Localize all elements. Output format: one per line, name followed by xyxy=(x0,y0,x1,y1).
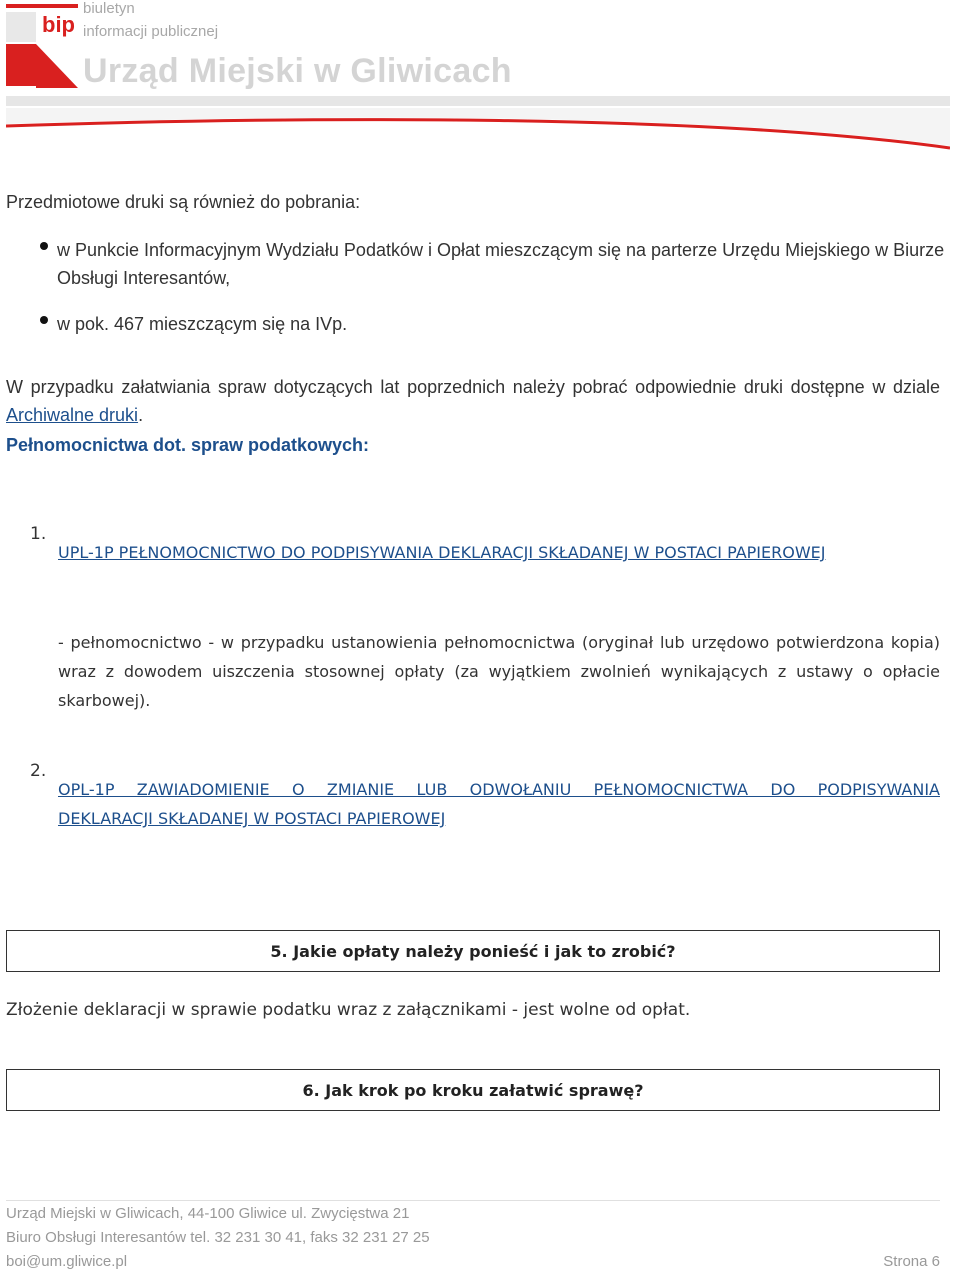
section-5-text: Złożenie deklaracji w sprawie podatku wraz z załącznikami - jest wolne od opłat. xyxy=(6,1000,691,1020)
list-item xyxy=(6,236,946,292)
list-item xyxy=(6,310,946,338)
prev-years-text: W przypadku załatwiania spraw dotyczących lat poprzednich należy pobrać odpowiednie druki dostępne w dziale xyxy=(6,377,940,397)
bip-line-biuletyn: biuletyn xyxy=(83,0,135,17)
page-title: Urząd Miejski w Gliwicach xyxy=(83,52,512,90)
powers-heading: Pełnomocnictwa dot. spraw podatkowych: xyxy=(6,435,370,455)
section-5-heading: 5. Jakie opłaty należy ponieść i jak to zrobić? xyxy=(6,930,940,972)
prev-years-paragraph xyxy=(6,373,940,429)
footer-divider xyxy=(6,1200,940,1201)
footer-address: Urząd Miejski w Gliwicach, 44-100 Gliwice ul. Zwycięstwa 21 xyxy=(6,1205,410,1222)
bip-logo xyxy=(6,4,78,88)
footer-phone: Biuro Obsługi Interesantów tel. 32 231 30 41, faks 32 231 27 25 xyxy=(6,1229,430,1246)
bullet-text: w pok. 467 mieszczącym się na IVp. xyxy=(57,314,348,334)
period: . xyxy=(138,405,144,425)
bullet-text: w Punkcie Informacyjnym Wydziału Podatków i Opłat mieszczącym się na parterze Urzędu Miejskiego w Biurze Obsługi Interesantów, xyxy=(57,240,945,288)
upl-1p-description: - pełnomocnictwo - w przypadku ustanowienia pełnomocnictwa (oryginał lub urzędowo potwierdzona kopia) wraz z dowodem uiszczenia stosownej opłaty (za wyjątkiem zwolnień wynikających z ustawy o opłacie skarbowej). xyxy=(58,633,940,710)
item-number: 2. xyxy=(30,761,47,781)
opl-1p-link[interactable]: OPL-1P ZAWIADOMIENIE O ZMIANIE LUB ODWOŁANIU PEŁNOMOCNICTWA DO PODPISYWANIA xyxy=(58,780,940,799)
bullet-icon xyxy=(40,316,48,324)
upl-1p-link[interactable]: UPL-1P PEŁNOMOCNICTWO DO PODPISYWANIA DEKLARACJI SKŁADANEJ W POSTACI PAPIEROWEJ xyxy=(58,543,826,562)
intro-text: Przedmiotowe druki są również do pobrania: xyxy=(6,192,361,212)
bip-line-informacji: informacji publicznej xyxy=(83,23,219,40)
item-number: 1. xyxy=(30,524,47,544)
page-number: Strona 6 xyxy=(883,1253,940,1270)
section-6-heading: 6. Jak krok po kroku załatwić sprawę? xyxy=(6,1069,940,1111)
header-swoosh xyxy=(6,96,950,152)
bullet-icon xyxy=(40,242,48,250)
opl-1p-link-continued[interactable]: DEKLARACJI SKŁADANEJ W POSTACI PAPIEROWEJ xyxy=(58,809,446,828)
svg-text:bip: bip xyxy=(42,12,75,37)
archive-forms-link[interactable]: Archiwalne druki xyxy=(6,405,139,425)
footer-email[interactable]: boi@um.gliwice.pl xyxy=(6,1253,128,1270)
